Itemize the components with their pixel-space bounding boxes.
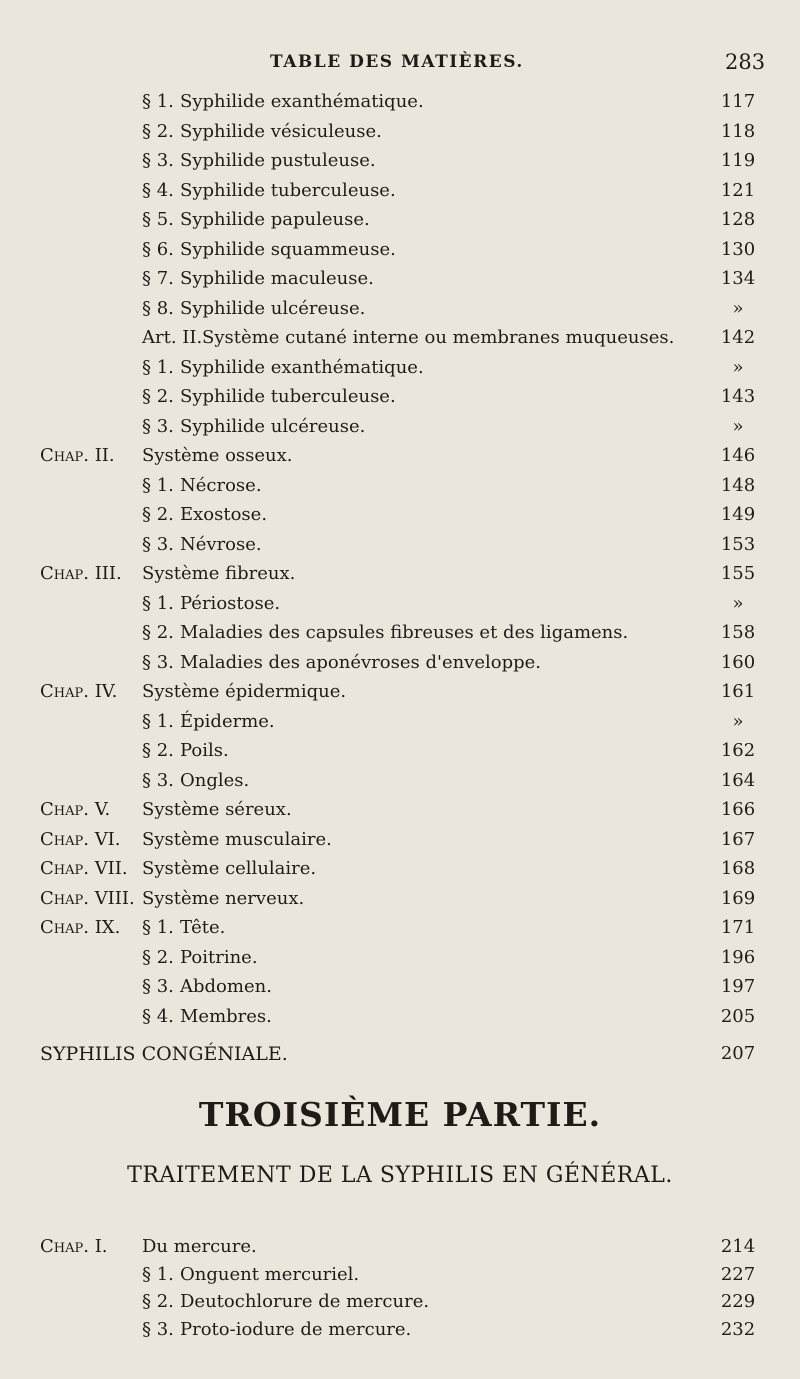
entry-page: 169: [720, 887, 756, 909]
toc-entry: [40, 943, 800, 973]
entry-title: Proto-iodure de mercure.: [180, 1318, 412, 1340]
entry-title: Poitrine.: [180, 946, 258, 968]
entry-page: 205: [720, 1005, 756, 1027]
toc-entry: [40, 913, 800, 943]
chapter-label: Chap. VII.: [40, 858, 128, 879]
entry-title: Abdomen.: [180, 976, 272, 997]
section-label: § 3.: [142, 769, 174, 791]
toc-entry: [40, 323, 800, 353]
toc-entry: [40, 294, 800, 324]
section-label: § 7.: [142, 268, 174, 289]
entry-title: Onguent mercuriel.: [180, 1263, 360, 1285]
section-label: § 2.: [142, 946, 174, 968]
entry-page: 167: [720, 828, 756, 850]
part-title: TROISIÈME PARTIE.: [198, 1095, 602, 1134]
toc-entry: [40, 235, 800, 265]
section-label: § 1.: [142, 1263, 174, 1285]
entry-page: 171: [720, 917, 756, 938]
toc-entry: [40, 146, 800, 176]
section-label: § 1.: [142, 917, 174, 938]
toc-entry: [40, 648, 800, 678]
entry-page: 162: [720, 740, 756, 761]
entry-title: Système cutané interne ou membranes muqueuses.: [202, 327, 675, 348]
toc-entry: [40, 205, 800, 235]
entry-title: Syphilide papuleuse.: [180, 209, 370, 230]
entry-title: Système fibreux.: [142, 563, 296, 584]
entry-title: Système osseux.: [142, 445, 293, 466]
section-label: § 1.: [142, 91, 174, 112]
entry-title: Nécrose.: [180, 474, 262, 496]
entry-page: 227: [720, 1263, 756, 1285]
entry-title: Syphilide pustuleuse.: [180, 150, 376, 171]
toc-entry: [40, 353, 800, 383]
toc-entry: [40, 117, 800, 147]
entry-page: 197: [720, 976, 756, 997]
entry-title: Épiderme.: [180, 710, 275, 732]
entry-title: Exostose.: [180, 504, 268, 525]
section-label: § 2.: [142, 740, 174, 761]
entry-title: Syphilide squammeuse.: [180, 238, 396, 260]
entry-title: Syphilide tuberculeuse.: [180, 179, 396, 201]
entry-title: Syphilide vésiculeuse.: [180, 120, 382, 142]
entry-page: 148: [720, 474, 756, 496]
entry-page: 161: [720, 681, 756, 702]
entry-page: 214: [720, 1236, 756, 1257]
section-label: § 2.: [142, 120, 174, 142]
entry-title: Périostose.: [180, 592, 281, 614]
section-label: § 4.: [142, 1005, 174, 1027]
congenital-page: 207: [720, 1043, 756, 1064]
entry-title: Deutochlorure de mercure.: [180, 1291, 430, 1312]
section-label: § 1.: [142, 474, 174, 496]
entry-title: Maladies des capsules fibreuses et des ligamens.: [180, 622, 629, 643]
entry-title: Syphilide ulcéreuse.: [180, 297, 366, 319]
entry-title: Du mercure.: [142, 1236, 257, 1257]
entry-page: 118: [720, 120, 756, 142]
entry-page: 155: [720, 563, 756, 584]
chapter-label: Chap. III.: [40, 563, 122, 584]
entry-title: Névrose.: [180, 533, 262, 555]
entry-page: 229: [720, 1291, 756, 1312]
entry-page: 149: [720, 504, 756, 525]
chapter-label: Chap. II.: [40, 445, 115, 466]
section-label: § 2.: [142, 386, 174, 407]
section-label: § 3.: [142, 1318, 174, 1340]
toc-entry: [40, 736, 800, 766]
toc-entry: [40, 1002, 800, 1032]
entry-page: 166: [720, 799, 756, 820]
entry-page: »: [732, 710, 744, 732]
section-label: § 2.: [142, 504, 174, 525]
entry-page: »: [732, 297, 744, 319]
toc-entry: [40, 1287, 800, 1317]
entry-page: 153: [720, 533, 756, 555]
toc-entry: [40, 530, 800, 560]
toc-entry: [40, 471, 800, 501]
toc-entry: [40, 559, 800, 589]
toc-entry: [40, 972, 800, 1002]
entry-title: Syphilide ulcéreuse.: [180, 415, 366, 437]
section-label: § 3.: [142, 651, 174, 673]
entry-page: 142: [720, 327, 756, 348]
section-label: § 1.: [142, 710, 174, 732]
entry-page: 128: [720, 209, 756, 230]
chapter-label: Chap. V.: [40, 799, 111, 820]
toc-entry: [40, 707, 800, 737]
entry-title: Tête.: [180, 917, 226, 938]
entry-title: Ongles.: [180, 769, 250, 791]
toc-entry: [40, 854, 800, 884]
section-label: § 4.: [142, 179, 174, 201]
entry-page: 158: [720, 622, 756, 643]
section-label: § 1.: [142, 356, 174, 378]
entry-title: Poils.: [180, 740, 229, 761]
section-label: § 5.: [142, 209, 174, 230]
section-label: § 2.: [142, 622, 174, 643]
entry-page: 168: [720, 858, 756, 879]
entry-title: Système musculaire.: [142, 828, 332, 850]
entry-page: »: [732, 592, 744, 614]
entry-title: Système nerveux.: [142, 887, 305, 909]
entry-page: 160: [720, 651, 756, 673]
running-title: TABLE DES MATIÈRES.: [270, 52, 524, 72]
toc-entry: [40, 500, 800, 530]
entry-title: Membres.: [180, 1005, 272, 1027]
entry-page: 146: [720, 445, 756, 466]
toc-entry: [40, 382, 800, 412]
entry-page: 119: [720, 150, 756, 171]
entry-page: 117: [720, 91, 756, 112]
entry-title: Syphilide exanthématique.: [180, 356, 424, 378]
entry-page: 196: [720, 946, 756, 968]
part-subtitle: TRAITEMENT DE LA SYPHILIS EN GÉNÉRAL.: [127, 1163, 673, 1188]
toc-entry: [40, 1260, 800, 1290]
chapter-label: Chap. I.: [40, 1236, 108, 1257]
entry-page: 143: [720, 386, 756, 407]
entry-page: 232: [720, 1318, 756, 1340]
entry-title: Syphilide exanthématique.: [180, 91, 424, 112]
toc-entry: [40, 264, 800, 294]
entry-page: »: [732, 356, 744, 378]
toc-entry: [40, 1232, 800, 1262]
entry-title: Maladies des aponévroses d'enveloppe.: [180, 651, 542, 673]
section-label: § 8.: [142, 297, 174, 319]
entry-page: »: [732, 415, 744, 437]
section-label: § 3.: [142, 533, 174, 555]
chapter-label: Chap. IX.: [40, 917, 121, 938]
toc-entry: [40, 441, 800, 471]
toc-entry: [40, 825, 800, 855]
toc-entry: [40, 795, 800, 825]
section-label: Art. II.: [142, 327, 203, 348]
toc-entry: [40, 87, 800, 117]
entry-title: Système épidermique.: [142, 681, 347, 702]
chapter-label: Chap. VI.: [40, 828, 121, 850]
toc-entry: [40, 884, 800, 914]
toc-entry: [40, 589, 800, 619]
section-label: § 3.: [142, 976, 174, 997]
toc-entry: [40, 412, 800, 442]
entry-page: 164: [720, 769, 756, 791]
chapter-label: Chap. IV.: [40, 681, 118, 702]
page-number: 283: [725, 50, 766, 74]
entry-page: 130: [720, 238, 756, 260]
entry-title: Syphilide tuberculeuse.: [180, 386, 396, 407]
entry-page: 121: [720, 179, 756, 201]
toc-entry: [40, 1315, 800, 1345]
section-label: § 3.: [142, 150, 174, 171]
entry-page: 134: [720, 268, 756, 289]
toc-entry: [40, 618, 800, 648]
section-label: § 3.: [142, 415, 174, 437]
section-label: § 1.: [142, 592, 174, 614]
entry-title: Système séreux.: [142, 799, 292, 820]
toc-entry: [40, 176, 800, 206]
entry-title: Système cellulaire.: [142, 858, 317, 879]
toc-entry: [40, 766, 800, 796]
congenital-heading: SYPHILIS CONGÉNIALE.: [40, 1043, 288, 1065]
entry-title: Syphilide maculeuse.: [180, 268, 374, 289]
section-label: § 6.: [142, 238, 174, 260]
section-label: § 2.: [142, 1291, 174, 1312]
toc-entry: [40, 677, 800, 707]
chapter-label: Chap. VIII.: [40, 887, 135, 909]
